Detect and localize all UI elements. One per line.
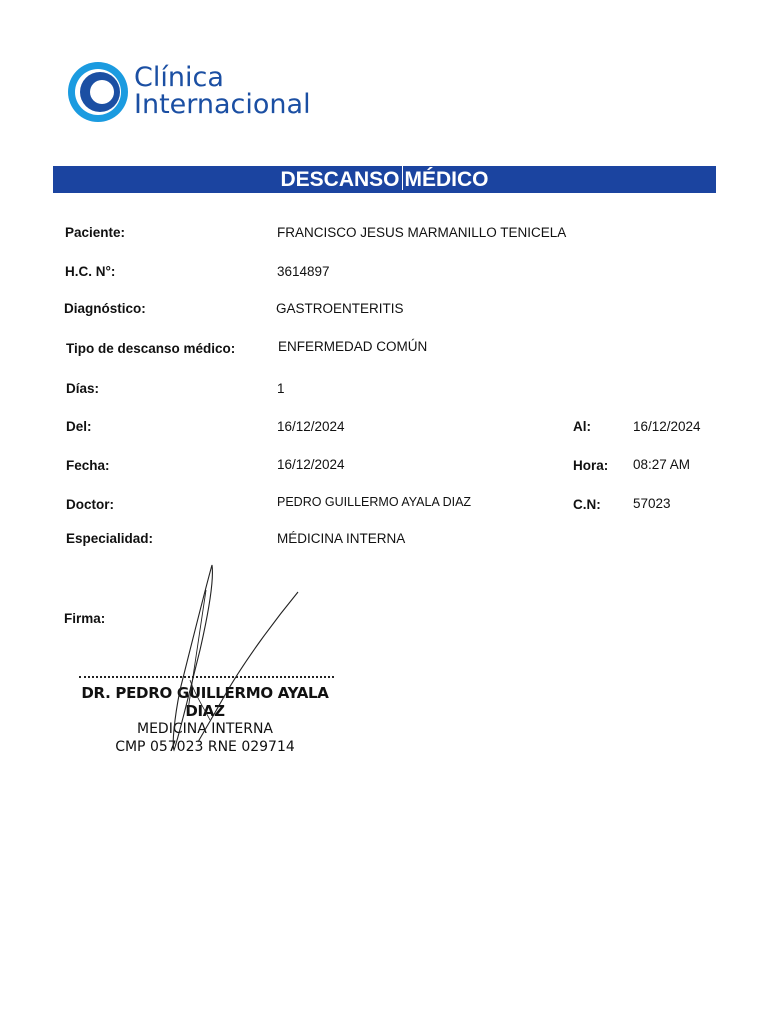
hora-label: Hora:	[573, 458, 609, 473]
cn-value: 57023	[633, 496, 671, 511]
fecha-value: 16/12/2024	[277, 457, 345, 472]
clinic-logo-icon	[66, 60, 130, 124]
title-part-descanso: DESCANSO	[280, 168, 400, 191]
stamp-ids: CMP 057023 RNE 029714	[115, 739, 295, 755]
clinic-logo	[66, 60, 326, 126]
hora-value: 08:27 AM	[633, 457, 691, 472]
tipo-descanso-value: ENFERMEDAD COMÚN	[278, 339, 428, 354]
stamp-specialty: MEDICINA INTERNA	[136, 721, 273, 737]
al-label: Al:	[573, 419, 591, 434]
handwritten-signature	[150, 560, 320, 755]
title-part-medico: MÉDICO	[404, 168, 489, 191]
especialidad-label: Especialidad:	[66, 531, 154, 546]
logo-line-clinica: Clínica	[134, 62, 224, 93]
fecha-label: Fecha:	[66, 458, 110, 473]
diagnostico-label: Diagnóstico:	[64, 301, 146, 316]
clinic-logo-text	[134, 64, 311, 118]
especialidad-value: MÉDICINA INTERNA	[277, 531, 406, 546]
paciente-value: FRANCISCO JESUS MARMANILLO TENICELA	[277, 225, 567, 240]
tipo-descanso-label: Tipo de descanso médico:	[66, 341, 236, 356]
firma-label: Firma:	[64, 611, 106, 626]
hc-value: 3614897	[277, 264, 330, 279]
del-label: Del:	[66, 419, 92, 434]
hc-label: H.C. N°:	[65, 264, 116, 279]
doctor-label: Doctor:	[66, 497, 114, 512]
stamp-doctor-name: DR. PEDRO GUILLERMO AYALA DIAZ	[81, 684, 329, 720]
doctor-value: PEDRO GUILLERMO AYALA DIAZ	[277, 495, 472, 509]
paciente-label: Paciente:	[65, 225, 126, 240]
title-separator	[402, 166, 403, 190]
dias-label: Días:	[66, 381, 100, 396]
al-value: 16/12/2024	[633, 419, 701, 434]
cn-label: C.N:	[573, 497, 601, 512]
del-value: 16/12/2024	[277, 419, 345, 434]
document-title-banner	[53, 166, 716, 193]
diagnostico-value: GASTROENTERITIS	[276, 301, 404, 316]
logo-line-internacional: Internacional	[134, 89, 311, 120]
dias-value: 1	[277, 381, 285, 396]
